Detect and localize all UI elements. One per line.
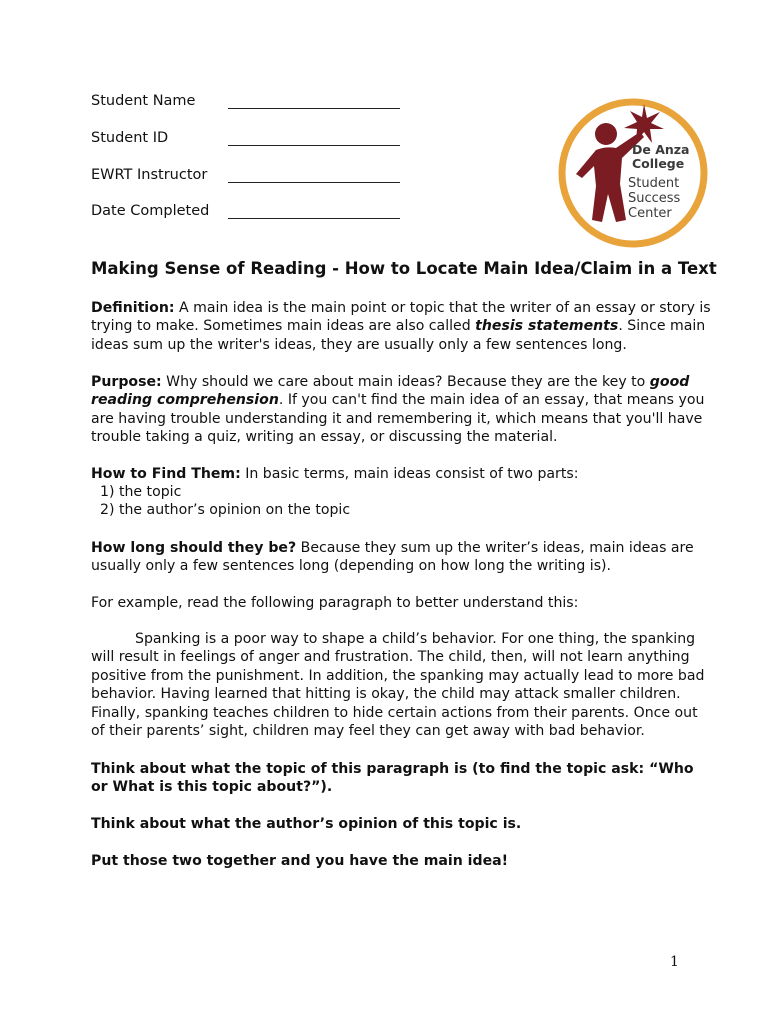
student-name-label: Student Name bbox=[91, 93, 196, 109]
page-title: Making Sense of Reading - How to Locate Main Idea/Claim in a Text bbox=[91, 259, 717, 278]
purpose-label: Purpose: bbox=[91, 374, 162, 390]
definition-text-2: . Since main ideas sum up the writer's ideas, they are usually only a few sentences long. bbox=[91, 318, 706, 353]
instructor-label: EWRT Instructor bbox=[91, 167, 208, 183]
how-long-label: How long should they be? bbox=[91, 540, 297, 556]
purpose-text-2: . If you can't find the main idea of an essay, that means you are having trouble understanding it and remembering it, which means that you'll have trouble taking a quiz, writing an essay, or discussing the material. bbox=[91, 392, 705, 446]
prompt-topic: Think about what the topic of this paragraph is (to find the topic ask: “Who or What is this topic about?”). bbox=[91, 761, 694, 796]
purpose-text-1: Why should we care about main ideas? Because they are the key to bbox=[161, 374, 650, 390]
student-id-field[interactable] bbox=[228, 145, 400, 146]
logo-line1: De Anza bbox=[632, 142, 690, 157]
definition-label: Definition: bbox=[91, 300, 175, 316]
example-intro: For example, read the following paragraph to better understand this: bbox=[91, 595, 579, 611]
list-item: 2) the author’s opinion on the topic bbox=[100, 502, 351, 519]
de-anza-logo bbox=[556, 96, 710, 250]
student-name-field[interactable] bbox=[228, 108, 400, 109]
student-id-label: Student ID bbox=[91, 130, 169, 146]
instructor-field[interactable] bbox=[228, 182, 400, 183]
example-paragraph: Spanking is a poor way to shape a child’s behavior. For one thing, the spanking will result in feelings of anger and frustration. The child, then, will not learn anything positive from the punishment. In addition, the spanking may actually lead to more bad behavior. Having learned that hitting is okay, the child may attack smaller children. Finally, spanking teaches children to hide certain actions from their parents. Once out of their parents’ sight, children may feel they can get away with bad behavior. bbox=[91, 631, 705, 740]
date-completed-field[interactable] bbox=[228, 218, 400, 219]
logo-line2: College bbox=[632, 156, 685, 171]
prompt-main-idea: Put those two together and you have the main idea! bbox=[91, 853, 509, 869]
how-to-paragraph bbox=[91, 465, 711, 483]
logo-line3: Student bbox=[628, 176, 680, 191]
logo-line4: Success bbox=[628, 191, 681, 206]
definition-text-1: A main idea is the main point or topic that the writer of an essay or story is trying to make. Sometimes main ideas are also called bbox=[91, 300, 711, 335]
how-to-list bbox=[100, 483, 350, 520]
purpose-paragraph bbox=[91, 373, 711, 447]
date-completed-label: Date Completed bbox=[91, 203, 210, 219]
how-long-text: Because they sum up the writer’s ideas, main ideas are usually only a few sentences long (depending on how long the writing is). bbox=[91, 540, 694, 575]
definition-paragraph bbox=[91, 299, 711, 354]
list-item: 1) the topic bbox=[100, 484, 182, 500]
page-number: 1 bbox=[670, 954, 679, 970]
definition-emphasis: thesis statements bbox=[475, 318, 619, 335]
prompt-opinion: Think about what the author’s opinion of this topic is. bbox=[91, 816, 522, 832]
logo-line5: Center bbox=[628, 206, 672, 221]
how-long-paragraph bbox=[91, 539, 711, 576]
purpose-emphasis: good reading comprehension bbox=[91, 374, 690, 409]
how-to-label: How to Find Them: bbox=[91, 466, 241, 482]
how-to-text: In basic terms, main ideas consist of two parts: bbox=[240, 466, 579, 482]
